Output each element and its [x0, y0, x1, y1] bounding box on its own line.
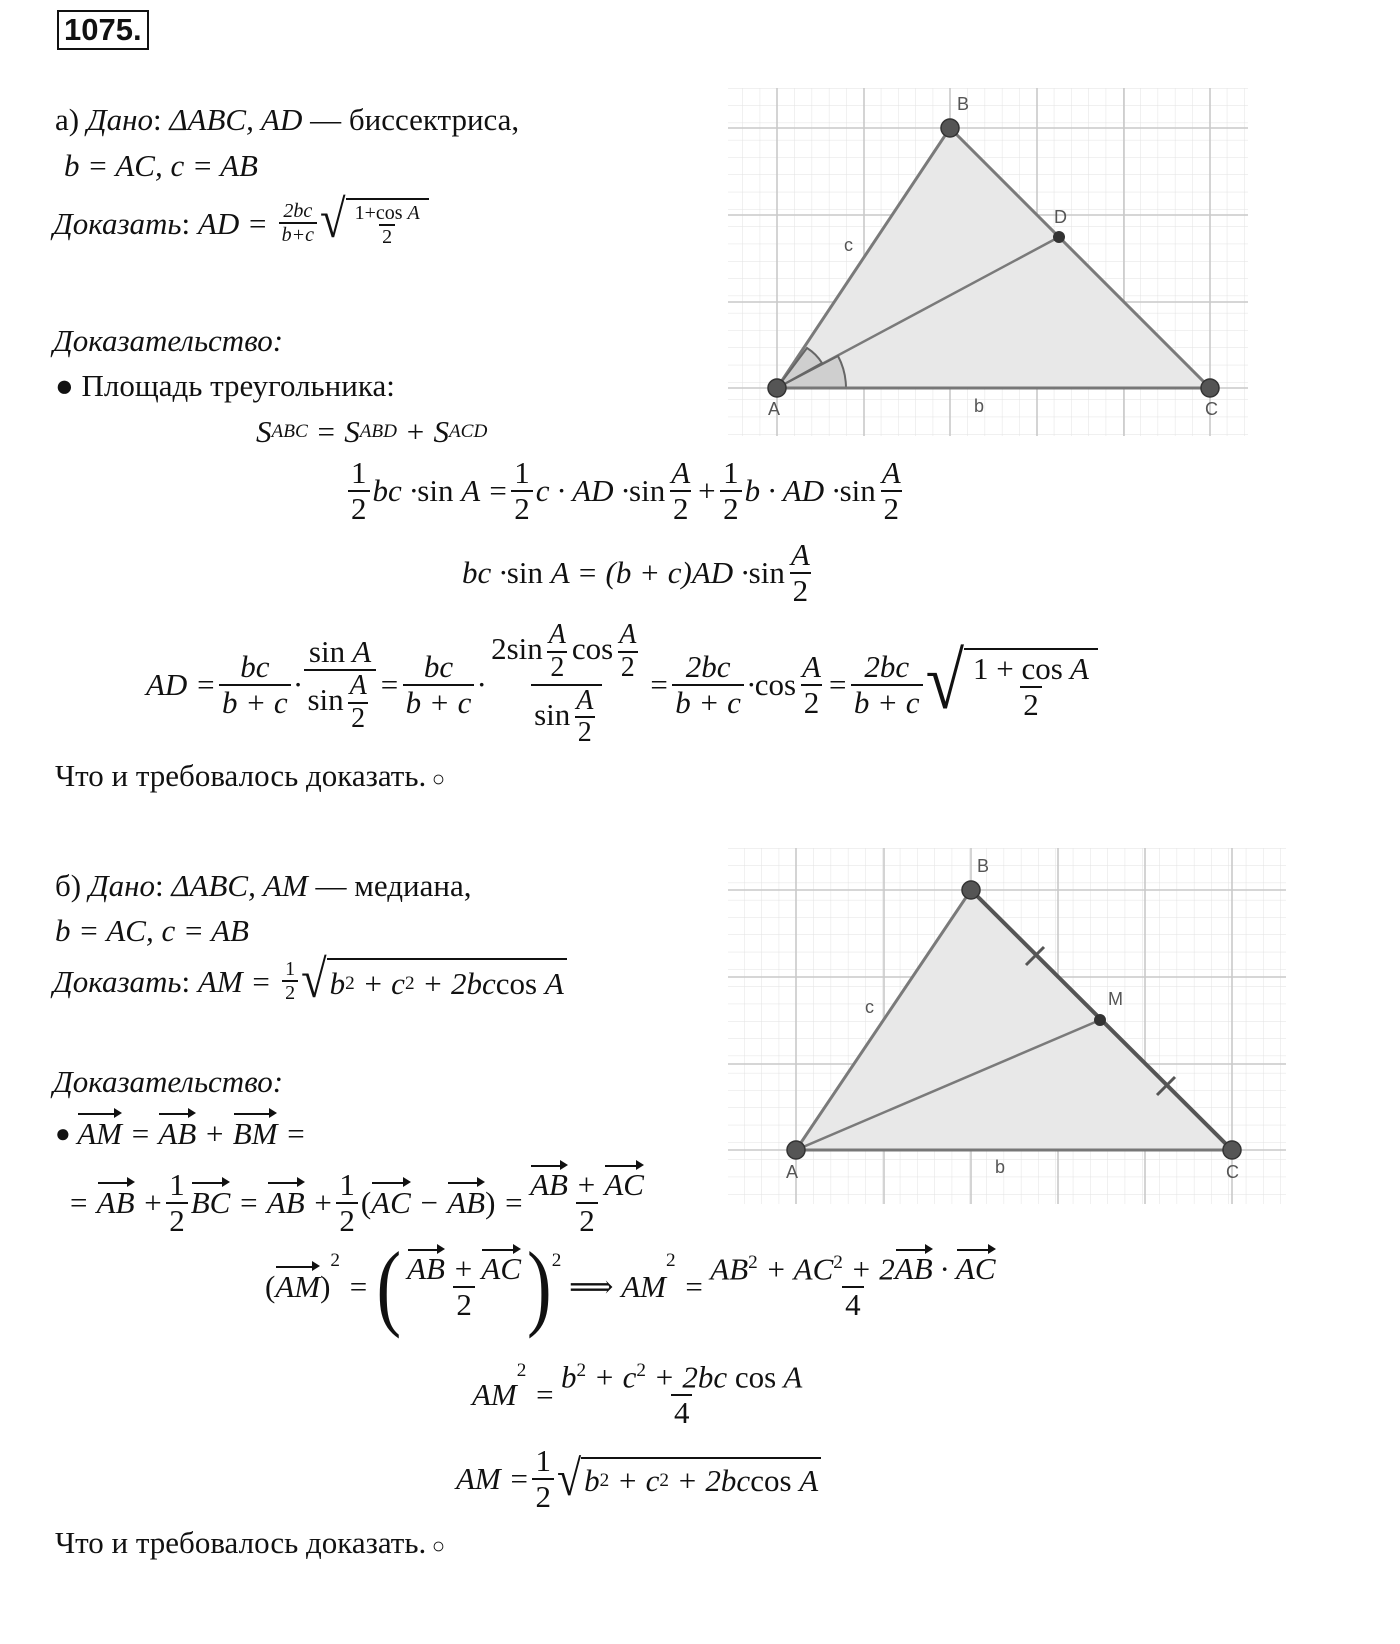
label-side-c: c [844, 235, 853, 255]
label-side-b: b [995, 1157, 1006, 1177]
label-d: D [1054, 207, 1067, 227]
part-b-given-math: ΔABC, AM [171, 868, 308, 903]
figure-a-bisector [728, 88, 1248, 436]
part-b-prove-word: Доказать [53, 963, 182, 999]
formula-area-sum: S ABC = S ABD + S ACD [256, 414, 488, 449]
formula-ad-result: AD = $\frac{bc}{b + c}$ · sin A sin $\frac{A}{2}$ = $\frac{bc}{b + c}$ · 2sin $\frac{A}{2}$ cos $\frac{A}{2}$ sin $\frac{A}{2}$ = $\frac{2bc}{b + c}$ · cos $\frac{A}{2}$ = $\frac{2bc}{b + c}$ √ $\frac{\text{1 + cos A}}{2}$ [146, 620, 1098, 749]
part-b-given-line2: b = AC, c = AB [55, 913, 249, 948]
point-a [768, 379, 786, 397]
label-a: A [768, 399, 781, 419]
label-side-c: c [865, 997, 874, 1017]
formula-area-expanded: $\frac{1}{2}$ bc · sin A = $\frac{1}{2}$ c · AD · sin $\frac{A}{2}$ + $\frac{1}{2}$ b · AD · sin $\frac{A}{2}$ [345, 456, 907, 526]
label-c: C [1226, 1162, 1239, 1182]
point-d [1053, 231, 1065, 243]
part-a-prove: Доказать : AD = $\frac{2bc}{b+c}$ √ $\frac{\text{1+cos A}}{2}$ [53, 198, 429, 248]
point-a [787, 1141, 805, 1159]
part-b-label: б) [55, 868, 82, 903]
part-b-given: б) Дано: ΔABC, AM — медиана, [55, 868, 472, 903]
formula-vector-expand: = AB + $\frac{1}{2}$ BC = AB + $\frac{1}{2}$ ( AC − AB ) = $\frac{AB + AC}{2}$ [68, 1167, 644, 1239]
part-a-label: а) [55, 102, 80, 137]
part-a-conclusion: Что и требовалось доказать. ○ [55, 760, 445, 791]
part-a-bullet: ● Площадь треугольника: [55, 368, 395, 403]
part-b-prove: Доказать : AM = $\frac{1}{2}$ √ b 2 + c 2 + 2bc cos A [53, 958, 567, 1005]
figure-b-median [728, 848, 1286, 1204]
part-a-prove-word: Доказать [53, 205, 182, 241]
label-b: B [977, 856, 990, 876]
point-c [1223, 1141, 1241, 1159]
part-a-given-word: Дано [86, 102, 153, 137]
formula-am-squared: AM 2 = $\frac{b^2 + c^2 + 2bc \cos A}{4}$ [472, 1359, 803, 1431]
part-b-conclusion: Что и требовалось доказать. ○ [55, 1527, 445, 1558]
part-a-given: а) Дано: ΔABC, AD — биссектриса, [55, 102, 520, 137]
label-a: A [786, 1162, 799, 1182]
label-side-b: b [974, 396, 985, 416]
part-b-given-tail: — медиана, [315, 868, 472, 903]
formula-vector-squared: ( AM ) $^2$ = ( $\frac{AB + AC}{2}$ ) $^2$ ⟹ AM $^2$ = $\frac{AB^2 + AC^2 + 2AB \cdot AC}{4}$ [265, 1233, 996, 1341]
part-a-given-line2: b = AC, c = AB [64, 148, 258, 183]
part-b-proof-heading: Доказательство: [53, 1064, 284, 1099]
point-b [962, 881, 980, 899]
formula-am-result: AM = $\frac{1}{2}$ √ b 2 + c 2 + 2bc cos A [456, 1444, 821, 1514]
label-b: B [957, 94, 970, 114]
point-m [1094, 1014, 1106, 1026]
formula-simplified: bc · sin A = (b + c)AD · sin $\frac{A}{2}$ [462, 537, 810, 609]
point-b [941, 119, 959, 137]
part-a-given-math: ΔABC, AD [169, 102, 303, 137]
label-c: C [1205, 399, 1218, 419]
part-a-proof-heading: Доказательство: [53, 323, 284, 358]
point-c [1201, 379, 1219, 397]
part-b-given-word: Дано [88, 868, 155, 903]
part-a-given-tail: — биссектриса, [310, 102, 520, 137]
label-m: M [1108, 989, 1123, 1009]
formula-vector-sum: ● AM = AB + BM = [55, 1116, 307, 1151]
problem-number: 1075. [57, 10, 149, 50]
